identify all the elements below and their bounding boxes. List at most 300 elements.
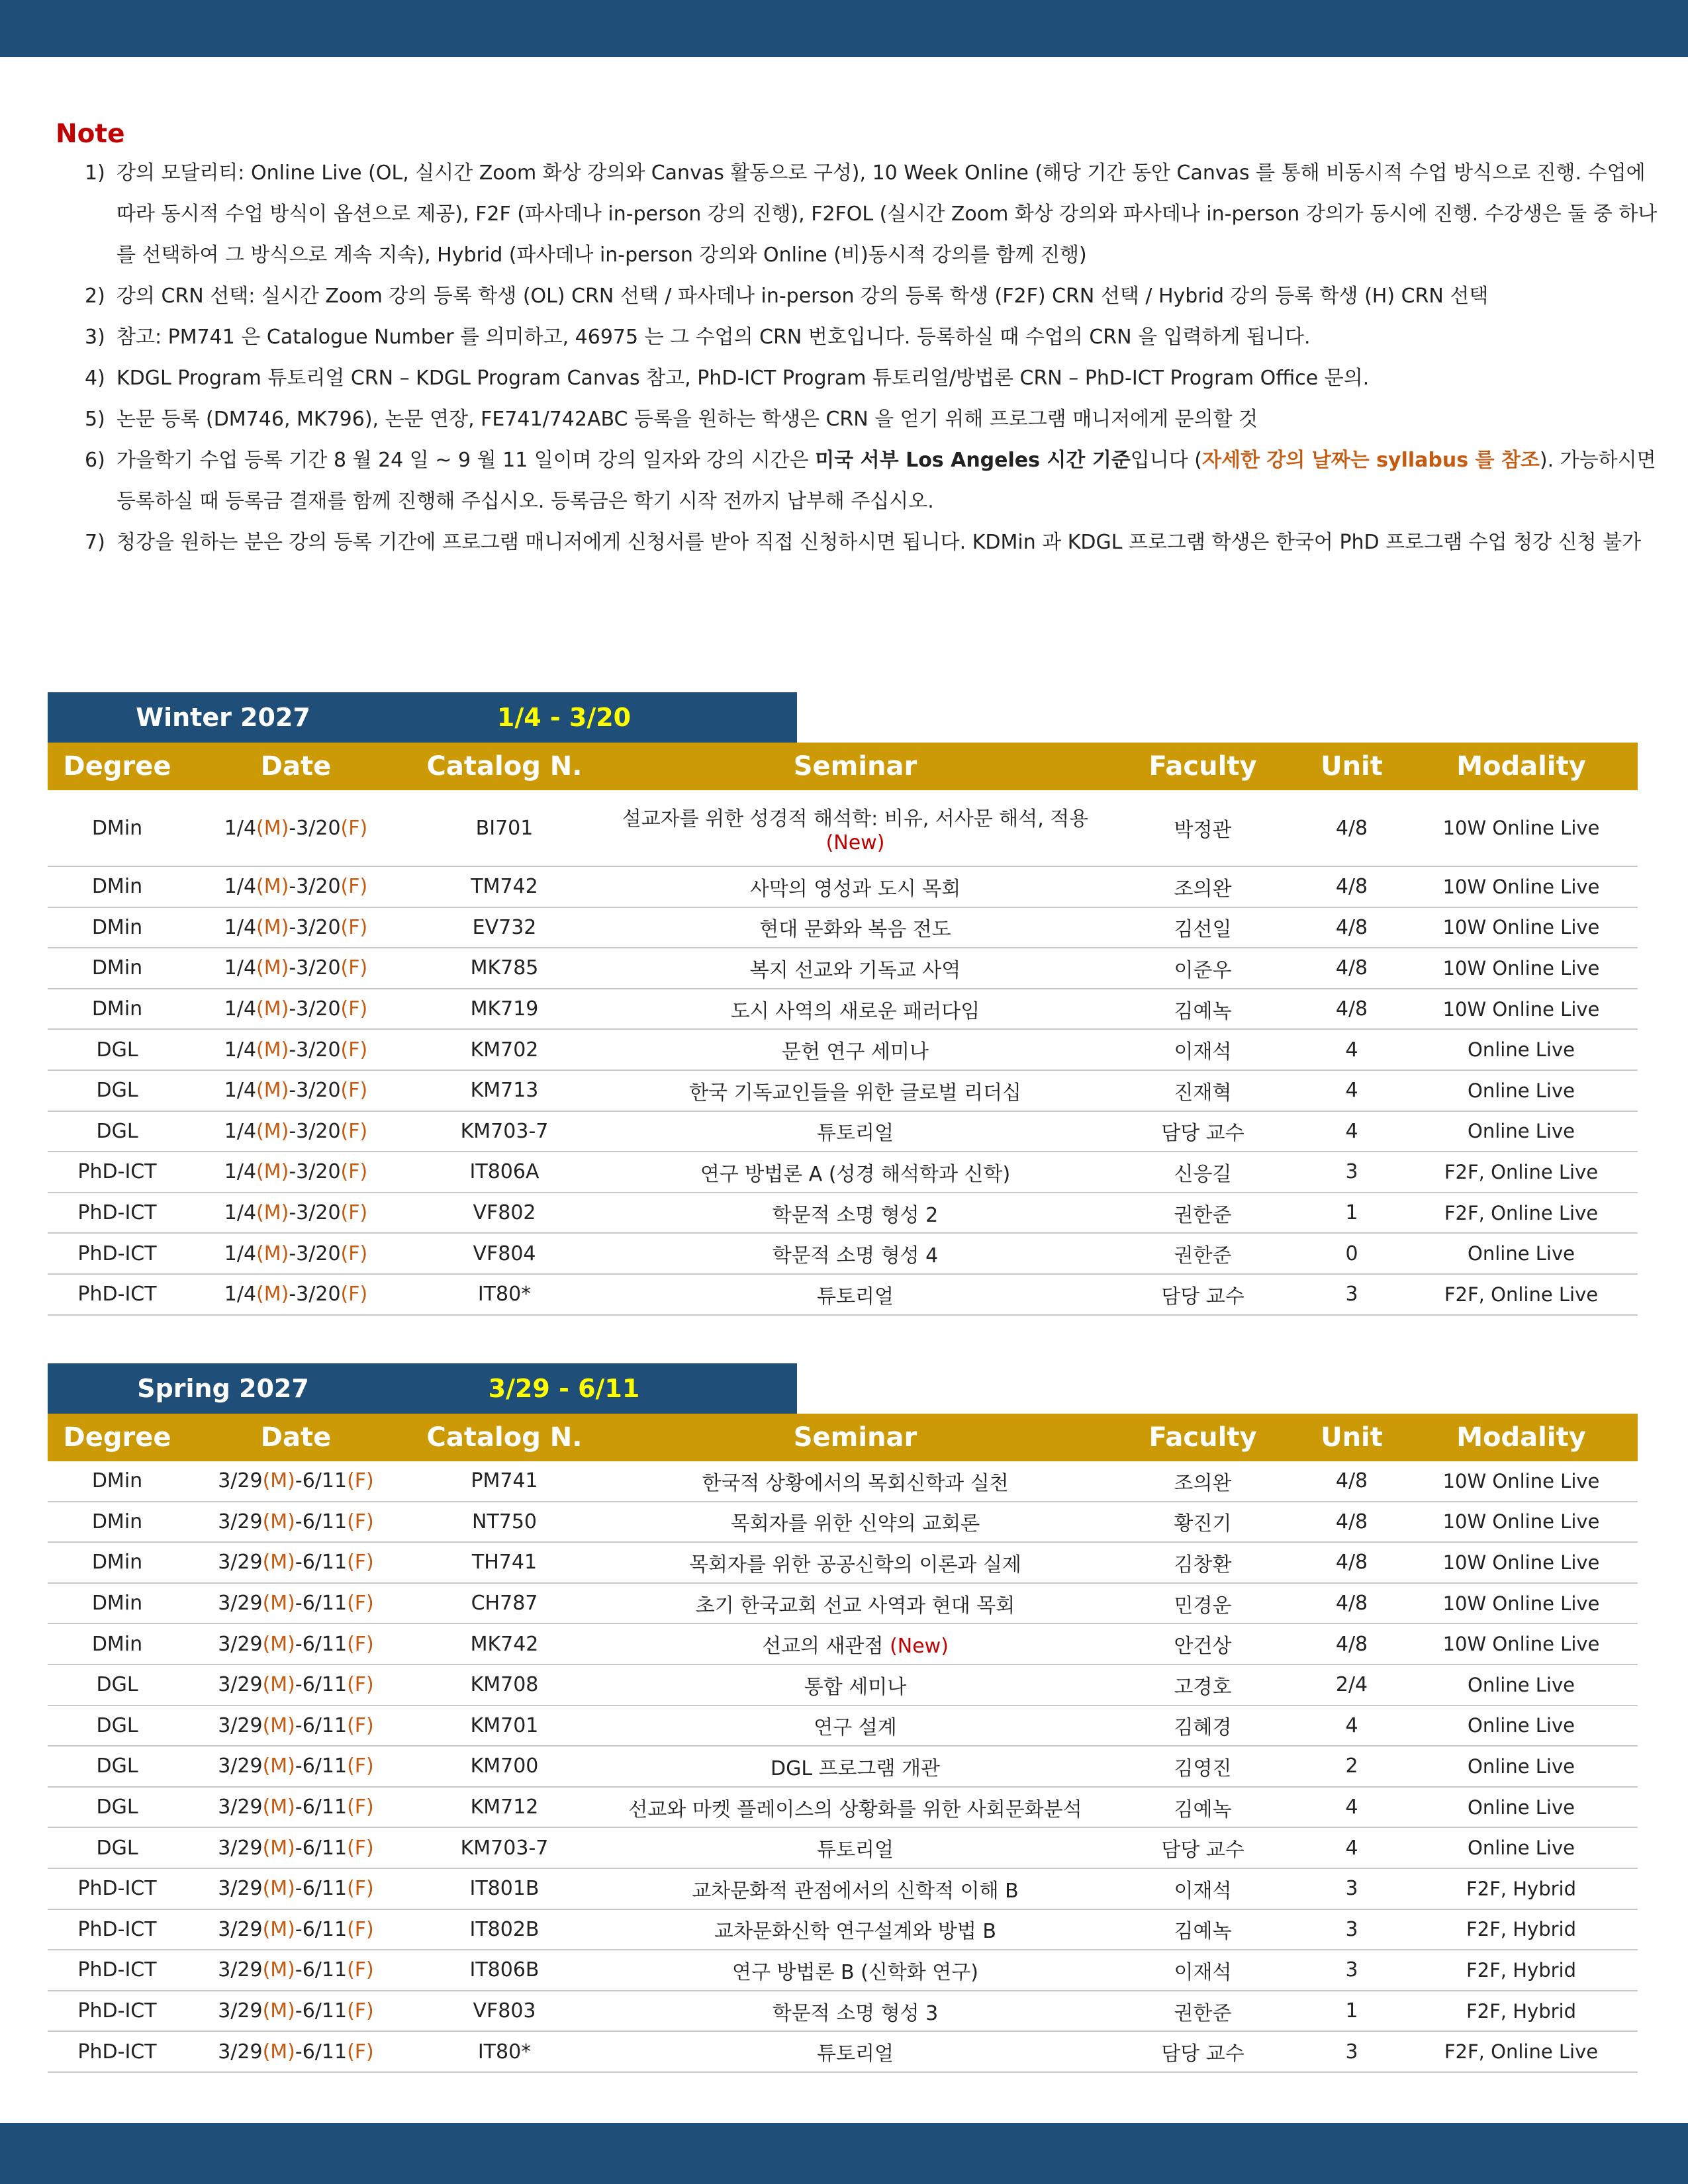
weekday-start: (M) (262, 1917, 295, 1941)
faculty-cell: 김예녹 (1107, 989, 1299, 1030)
table-row (48, 1583, 1638, 1624)
faculty-cell: 안건상 (1107, 1623, 1299, 1664)
faculty-cell: 김창환 (1107, 1542, 1299, 1583)
date-cell: 3/29(M)-6/11(F) (187, 1706, 405, 1747)
modality-cell: 10W Online Live (1405, 907, 1638, 948)
unit-cell: 2/4 (1299, 1664, 1405, 1706)
faculty-cell: 권한준 (1107, 1233, 1299, 1274)
degree-cell: DGL (48, 1827, 187, 1868)
weekday-end: (F) (347, 1999, 374, 2023)
note-item (56, 358, 1658, 399)
column-header: Unit (1299, 743, 1405, 790)
note-text: 논문 등록 (DM746, MK796), 논문 연장, FE741/742ABC 등록을 원하는 학생은 CRN 을 얻기 위해 프로그램 매니저에게 문의할 것 (117, 408, 1258, 431)
table-row (48, 1111, 1638, 1152)
seminar-cell: 문헌 연구 세미나 (604, 1029, 1107, 1070)
modality-cell: 10W Online Live (1405, 989, 1638, 1030)
note-number: 1) (85, 161, 105, 185)
faculty-cell: 조의완 (1107, 866, 1299, 907)
note-text: 가을학기 수업 등록 기간 8 월 24 일 ~ 9 월 11 일이며 강의 일자와 강의 시간은 미국 서부 Los Angeles 시간 기준입니다 (자세한 강의 날짜는 syllabus 를 참조). 가능하시면 등록하실 때 등록금 결재를 함께 진행해 주십시오. 등록금은 학기 시작 전까지 납부해 주십시오. (117, 449, 1656, 513)
unit-cell: 4/8 (1299, 989, 1405, 1030)
faculty-cell: 이준우 (1107, 948, 1299, 989)
weekday-start: (M) (262, 1877, 295, 1901)
weekday-start: (M) (262, 1754, 295, 1778)
modality-cell: F2F, Online Live (1405, 1274, 1638, 1315)
term-name: Winter 2027 (136, 703, 310, 732)
note-text: 참고: PM741 은 Catalogue Number 를 의미하고, 46975 는 그 수업의 CRN 번호입니다. 등록하실 때 수업의 CRN 을 입력하게 됩니다. (117, 326, 1311, 349)
seminar-cell: 튜토리얼 (604, 1827, 1107, 1868)
term-name: Spring 2027 (137, 1374, 309, 1403)
note-highlight: 자세한 강의 날짜는 syllabus 를 참조 (1201, 449, 1540, 472)
modality-cell: 10W Online Live (1405, 948, 1638, 989)
seminar-cell: 통합 세미나 (604, 1664, 1107, 1706)
date-cell: 3/29(M)-6/11(F) (187, 1950, 405, 1991)
date-cell: 3/29(M)-6/11(F) (187, 1991, 405, 2032)
seminar-cell: 현대 문화와 복음 전도 (604, 907, 1107, 948)
date-cell: 3/29(M)-6/11(F) (187, 1827, 405, 1868)
unit-cell: 1 (1299, 1991, 1405, 2032)
table-row (48, 1991, 1638, 2032)
degree-cell: PhD-ICT (48, 1152, 187, 1193)
modality-cell: F2F, Hybrid (1405, 1909, 1638, 1950)
weekday-end: (F) (347, 1836, 374, 1860)
unit-cell: 4 (1299, 1070, 1405, 1111)
weekday-start: (M) (256, 1283, 289, 1306)
catalog-cell: KM701 (405, 1706, 604, 1747)
faculty-cell: 이재석 (1107, 1950, 1299, 1991)
faculty-cell: 이재석 (1107, 1029, 1299, 1070)
date-cell: 3/29(M)-6/11(F) (187, 1664, 405, 1706)
date-cell: 1/4(M)-3/20(F) (187, 1193, 405, 1234)
degree-cell: PhD-ICT (48, 1274, 187, 1315)
note-number: 7) (85, 531, 105, 554)
faculty-cell: 이재석 (1107, 1868, 1299, 1909)
course-table (48, 743, 1638, 1316)
column-header: Seminar (604, 743, 1107, 790)
catalog-cell: IT802B (405, 1909, 604, 1950)
seminar-cell: 도시 사역의 새로운 패러다임 (604, 989, 1107, 1030)
weekday-end: (F) (347, 1958, 374, 1982)
modality-cell: F2F, Hybrid (1405, 1950, 1638, 1991)
date-cell: 3/29(M)-6/11(F) (187, 1909, 405, 1950)
weekday-start: (M) (256, 1119, 289, 1143)
column-header: Catalog N. (405, 1414, 604, 1461)
modality-cell: 10W Online Live (1405, 1461, 1638, 1502)
modality-cell: 10W Online Live (1405, 1623, 1638, 1664)
catalog-cell: PM741 (405, 1461, 604, 1502)
column-header: Modality (1405, 1414, 1638, 1461)
catalog-cell: TM742 (405, 866, 604, 907)
seminar-cell: 선교의 새관점 (New) (604, 1623, 1107, 1664)
weekday-start: (M) (256, 1079, 289, 1103)
faculty-cell: 진재혁 (1107, 1070, 1299, 1111)
table-row (48, 948, 1638, 989)
note-text: 강의 CRN 선택: 실시간 Zoom 강의 등록 학생 (OL) CRN 선택 / 파사데나 in-person 강의 등록 학생 (F2F) CRN 선택 / Hybrid 강의 등록 학생 (H) CRN 선택 (117, 285, 1489, 308)
column-header: Seminar (604, 1414, 1107, 1461)
modality-cell: Online Live (1405, 1787, 1638, 1828)
catalog-cell: EV732 (405, 907, 604, 948)
degree-cell: DMin (48, 1542, 187, 1583)
degree-cell: DMin (48, 989, 187, 1030)
faculty-cell: 권한준 (1107, 1991, 1299, 2032)
catalog-cell: KM713 (405, 1070, 604, 1111)
note-emphasis: 미국 서부 Los Angeles 시간 기준 (815, 449, 1131, 472)
unit-cell: 4/8 (1299, 948, 1405, 989)
faculty-cell: 담당 교수 (1107, 2031, 1299, 2072)
date-cell: 1/4(M)-3/20(F) (187, 866, 405, 907)
note-text: 강의 모달리티: Online Live (OL, 실시간 Zoom 화상 강의와 Canvas 활동으로 구성), 10 Week Online (해당 기간 동안 Canvas 를 통해 비동시적 수업 방식으로 진행. 수업에 따라 동시적 수업 방식이 옵션으로 제공), F2F (파사데나 in-person 강의 진행), F2FOL (실시간 Zoom 화상 강의와 파사데나 in-person 강의가 동시에 진행. 수강생은 둘 중 하나를 선택하여 그 방식으로 계속 지속), Hybrid (파사데나 in-person 강의와 Online (비)동시적 강의를 함께 진행) (117, 161, 1658, 267)
date-cell: 1/4(M)-3/20(F) (187, 1233, 405, 1274)
table-row (48, 1070, 1638, 1111)
weekday-end: (F) (340, 956, 368, 980)
date-cell: 1/4(M)-3/20(F) (187, 948, 405, 989)
note-number: 3) (85, 326, 105, 349)
seminar-cell: 튜토리얼 (604, 1111, 1107, 1152)
faculty-cell: 김예녹 (1107, 1909, 1299, 1950)
seminar-cell: 초기 한국교회 선교 사역과 현대 목회 (604, 1583, 1107, 1624)
seminar-cell: 학문적 소명 형성 3 (604, 1991, 1107, 2032)
weekday-start: (M) (256, 956, 289, 980)
seminar-cell: 사막의 영성과 도시 목회 (604, 866, 1107, 907)
degree-cell: DGL (48, 1664, 187, 1706)
weekday-start: (M) (262, 1510, 295, 1533)
unit-cell: 3 (1299, 1909, 1405, 1950)
faculty-cell: 김혜경 (1107, 1706, 1299, 1747)
faculty-cell: 김영진 (1107, 1746, 1299, 1787)
unit-cell: 4 (1299, 1827, 1405, 1868)
seminar-cell: 교차문화적 관점에서의 신학적 이해 B (604, 1868, 1107, 1909)
table-row (48, 1502, 1638, 1543)
table-row (48, 1746, 1638, 1787)
modality-cell: Online Live (1405, 1233, 1638, 1274)
weekday-start: (M) (262, 1796, 295, 1819)
term-header (48, 692, 797, 743)
unit-cell: 4/8 (1299, 866, 1405, 907)
weekday-start: (M) (256, 1242, 289, 1265)
date-cell: 1/4(M)-3/20(F) (187, 907, 405, 948)
modality-cell: Online Live (1405, 1111, 1638, 1152)
faculty-cell: 민경운 (1107, 1583, 1299, 1624)
table-row (48, 907, 1638, 948)
note-item (56, 399, 1658, 440)
degree-cell: DMin (48, 1502, 187, 1543)
unit-cell: 3 (1299, 1152, 1405, 1193)
modality-cell: F2F, Online Live (1405, 1193, 1638, 1234)
modality-cell: Online Live (1405, 1029, 1638, 1070)
catalog-cell: VF802 (405, 1193, 604, 1234)
degree-cell: PhD-ICT (48, 1868, 187, 1909)
note-number: 4) (85, 367, 105, 390)
degree-cell: DGL (48, 1706, 187, 1747)
degree-cell: PhD-ICT (48, 1233, 187, 1274)
unit-cell: 4/8 (1299, 790, 1405, 866)
note-text: 청강을 원하는 분은 강의 등록 기간에 프로그램 매니저에게 신청서를 받아 직접 신청하시면 됩니다. KDMin 과 KDGL 프로그램 학생은 한국어 PhD 프로그램 수업 청강 신청 불가 (117, 531, 1642, 554)
weekday-end: (F) (340, 997, 368, 1021)
weekday-end: (F) (347, 1754, 374, 1778)
table-row (48, 1233, 1638, 1274)
degree-cell: DMin (48, 1623, 187, 1664)
date-cell: 3/29(M)-6/11(F) (187, 1623, 405, 1664)
table-row (48, 1542, 1638, 1583)
modality-cell: 10W Online Live (1405, 1583, 1638, 1624)
degree-cell: PhD-ICT (48, 1193, 187, 1234)
seminar-cell: 선교와 마켓 플레이스의 상황화를 위한 사회문화분석 (604, 1787, 1107, 1828)
seminar-cell: 연구 설계 (604, 1706, 1107, 1747)
table-row (48, 790, 1638, 866)
weekday-start: (M) (262, 1713, 295, 1737)
weekday-end: (F) (340, 1038, 368, 1062)
weekday-start: (M) (262, 1469, 295, 1493)
date-cell: 3/29(M)-6/11(F) (187, 1461, 405, 1502)
seminar-cell: 학문적 소명 형성 2 (604, 1193, 1107, 1234)
table-body (48, 790, 1638, 1315)
degree-cell: DMin (48, 907, 187, 948)
catalog-cell: KM702 (405, 1029, 604, 1070)
weekday-start: (M) (262, 1632, 295, 1656)
table-row (48, 1152, 1638, 1193)
seminar-cell: 연구 방법론 B (신학화 연구) (604, 1950, 1107, 1991)
column-header: Unit (1299, 1414, 1405, 1461)
unit-cell: 4/8 (1299, 1542, 1405, 1583)
table-row (48, 1787, 1638, 1828)
unit-cell: 4 (1299, 1787, 1405, 1828)
date-cell: 3/29(M)-6/11(F) (187, 1787, 405, 1828)
degree-cell: PhD-ICT (48, 2031, 187, 2072)
catalog-cell: VF804 (405, 1233, 604, 1274)
unit-cell: 1 (1299, 1193, 1405, 1234)
term-dates: 3/29 - 6/11 (488, 1374, 640, 1403)
weekday-end: (F) (347, 1713, 374, 1737)
date-cell: 3/29(M)-6/11(F) (187, 1868, 405, 1909)
unit-cell: 4/8 (1299, 1461, 1405, 1502)
catalog-cell: MK785 (405, 948, 604, 989)
table-body (48, 1461, 1638, 2072)
table-row (48, 1664, 1638, 1706)
weekday-start: (M) (262, 1958, 295, 1982)
table-row (48, 1706, 1638, 1747)
seminar-cell: 한국 기독교인들을 위한 글로벌 리더십 (604, 1070, 1107, 1111)
table-row (48, 989, 1638, 1030)
weekday-end: (F) (347, 1592, 374, 1615)
catalog-cell: KM703-7 (405, 1827, 604, 1868)
weekday-end: (F) (347, 1796, 374, 1819)
seminar-cell: DGL 프로그램 개관 (604, 1746, 1107, 1787)
weekday-end: (F) (347, 1632, 374, 1656)
modality-cell: Online Live (1405, 1827, 1638, 1868)
unit-cell: 3 (1299, 1868, 1405, 1909)
seminar-cell: 설교자를 위한 성경적 해석학: 비유, 서사문 해석, 적용 (New) (604, 790, 1107, 866)
catalog-cell: KM712 (405, 1787, 604, 1828)
spring-section (48, 1363, 1638, 2073)
unit-cell: 0 (1299, 1233, 1405, 1274)
weekday-start: (M) (256, 915, 289, 939)
catalog-cell: KM700 (405, 1746, 604, 1787)
table-header-row (48, 743, 1638, 790)
degree-cell: DMin (48, 866, 187, 907)
degree-cell: PhD-ICT (48, 1909, 187, 1950)
date-cell: 1/4(M)-3/20(F) (187, 1070, 405, 1111)
modality-cell: F2F, Online Live (1405, 1152, 1638, 1193)
unit-cell: 4/8 (1299, 1502, 1405, 1543)
catalog-cell: IT806A (405, 1152, 604, 1193)
seminar-cell: 목회자를 위한 공공신학의 이론과 실제 (604, 1542, 1107, 1583)
unit-cell: 4/8 (1299, 1623, 1405, 1664)
weekday-start: (M) (256, 1201, 289, 1225)
weekday-end: (F) (340, 1283, 368, 1306)
weekday-start: (M) (256, 816, 289, 840)
table-row (48, 866, 1638, 907)
date-cell: 3/29(M)-6/11(F) (187, 2031, 405, 2072)
weekday-end: (F) (340, 1119, 368, 1143)
date-cell: 1/4(M)-3/20(F) (187, 989, 405, 1030)
table-row (48, 1868, 1638, 1909)
note-number: 2) (85, 285, 105, 308)
note-text: KDGL Program 튜토리얼 CRN – KDGL Program Canvas 참고, PhD-ICT Program 튜토리얼/방법론 CRN – PhD-ICT Program Office 문의. (117, 367, 1370, 390)
table-row (48, 1909, 1638, 1950)
weekday-end: (F) (340, 1160, 368, 1184)
faculty-cell: 고경호 (1107, 1664, 1299, 1706)
weekday-end: (F) (347, 1551, 374, 1574)
date-cell: 1/4(M)-3/20(F) (187, 790, 405, 866)
table-row (48, 1461, 1638, 1502)
weekday-end: (F) (340, 875, 368, 899)
top-banner (0, 0, 1688, 57)
note-number: 6) (85, 449, 105, 472)
course-table (48, 1414, 1638, 2073)
column-header: Date (187, 1414, 405, 1461)
term-dates: 1/4 - 3/20 (496, 703, 632, 732)
modality-cell: F2F, Online Live (1405, 2031, 1638, 2072)
column-header: Degree (48, 743, 187, 790)
faculty-cell: 신응길 (1107, 1152, 1299, 1193)
faculty-cell: 권한준 (1107, 1193, 1299, 1234)
weekday-end: (F) (347, 1673, 374, 1697)
degree-cell: DGL (48, 1111, 187, 1152)
modality-cell: F2F, Hybrid (1405, 1991, 1638, 2032)
degree-cell: DGL (48, 1029, 187, 1070)
winter-section (48, 692, 1638, 1316)
weekday-end: (F) (347, 1469, 374, 1493)
faculty-cell: 담당 교수 (1107, 1274, 1299, 1315)
column-header: Degree (48, 1414, 187, 1461)
weekday-end: (F) (340, 1079, 368, 1103)
bottom-banner (0, 2123, 1688, 2184)
degree-cell: DMin (48, 790, 187, 866)
weekday-start: (M) (256, 875, 289, 899)
table-row (48, 1193, 1638, 1234)
catalog-cell: NT750 (405, 1502, 604, 1543)
unit-cell: 2 (1299, 1746, 1405, 1787)
seminar-cell: 복지 선교와 기독교 사역 (604, 948, 1107, 989)
weekday-end: (F) (347, 1510, 374, 1533)
column-header: Date (187, 743, 405, 790)
degree-cell: DGL (48, 1746, 187, 1787)
date-cell: 1/4(M)-3/20(F) (187, 1111, 405, 1152)
faculty-cell: 김선일 (1107, 907, 1299, 948)
seminar-cell: 연구 방법론 A (성경 해석학과 신학) (604, 1152, 1107, 1193)
degree-cell: PhD-ICT (48, 1991, 187, 2032)
note-item (56, 317, 1658, 358)
modality-cell: 10W Online Live (1405, 866, 1638, 907)
note-section (56, 119, 1658, 563)
degree-cell: DGL (48, 1787, 187, 1828)
catalog-cell: BI701 (405, 790, 604, 866)
weekday-start: (M) (256, 997, 289, 1021)
faculty-cell: 담당 교수 (1107, 1827, 1299, 1868)
modality-cell: F2F, Hybrid (1405, 1868, 1638, 1909)
new-badge: (New) (890, 1635, 949, 1659)
unit-cell: 3 (1299, 1274, 1405, 1315)
weekday-start: (M) (262, 1592, 295, 1615)
seminar-cell: 목회자를 위한 신약의 교회론 (604, 1502, 1107, 1543)
degree-cell: DMin (48, 1461, 187, 1502)
new-badge: (New) (825, 831, 885, 854)
degree-cell: DMin (48, 1583, 187, 1624)
column-header: Catalog N. (405, 743, 604, 790)
unit-cell: 4/8 (1299, 907, 1405, 948)
seminar-cell: 한국적 상황에서의 목회신학과 실천 (604, 1461, 1107, 1502)
table-row (48, 1029, 1638, 1070)
faculty-cell: 황진기 (1107, 1502, 1299, 1543)
catalog-cell: CH787 (405, 1583, 604, 1624)
weekday-start: (M) (262, 1999, 295, 2023)
table-row (48, 1623, 1638, 1664)
table-row (48, 1274, 1638, 1315)
table-header-row (48, 1414, 1638, 1461)
note-item (56, 276, 1658, 317)
unit-cell: 3 (1299, 1950, 1405, 1991)
faculty-cell: 박정관 (1107, 790, 1299, 866)
unit-cell: 3 (1299, 2031, 1405, 2072)
catalog-cell: VF803 (405, 1991, 604, 2032)
unit-cell: 4/8 (1299, 1583, 1405, 1624)
note-item (56, 153, 1658, 276)
faculty-cell: 김예녹 (1107, 1787, 1299, 1828)
weekday-end: (F) (347, 2040, 374, 2064)
seminar-cell: 교차문화신학 연구설계와 방법 B (604, 1909, 1107, 1950)
note-number: 5) (85, 408, 105, 431)
note-item (56, 522, 1658, 563)
modality-cell: 10W Online Live (1405, 1502, 1638, 1543)
modality-cell: 10W Online Live (1405, 1542, 1638, 1583)
table-row (48, 1950, 1638, 1991)
modality-cell: Online Live (1405, 1664, 1638, 1706)
catalog-cell: MK719 (405, 989, 604, 1030)
weekday-start: (M) (262, 1673, 295, 1697)
weekday-start: (M) (262, 1836, 295, 1860)
date-cell: 1/4(M)-3/20(F) (187, 1152, 405, 1193)
note-item (56, 440, 1658, 522)
table-row (48, 2031, 1638, 2072)
weekday-end: (F) (347, 1877, 374, 1901)
weekday-end: (F) (340, 1242, 368, 1265)
weekday-end: (F) (347, 1917, 374, 1941)
weekday-end: (F) (340, 1201, 368, 1225)
unit-cell: 4 (1299, 1029, 1405, 1070)
note-list (56, 153, 1658, 563)
seminar-cell: 학문적 소명 형성 4 (604, 1233, 1107, 1274)
seminar-cell: 튜토리얼 (604, 2031, 1107, 2072)
catalog-cell: IT801B (405, 1868, 604, 1909)
column-header: Faculty (1107, 743, 1299, 790)
modality-cell: 10W Online Live (1405, 790, 1638, 866)
modality-cell: Online Live (1405, 1070, 1638, 1111)
weekday-end: (F) (340, 816, 368, 840)
modality-cell: Online Live (1405, 1746, 1638, 1787)
catalog-cell: MK742 (405, 1623, 604, 1664)
catalog-cell: KM703-7 (405, 1111, 604, 1152)
catalog-cell: KM708 (405, 1664, 604, 1706)
date-cell: 1/4(M)-3/20(F) (187, 1274, 405, 1315)
